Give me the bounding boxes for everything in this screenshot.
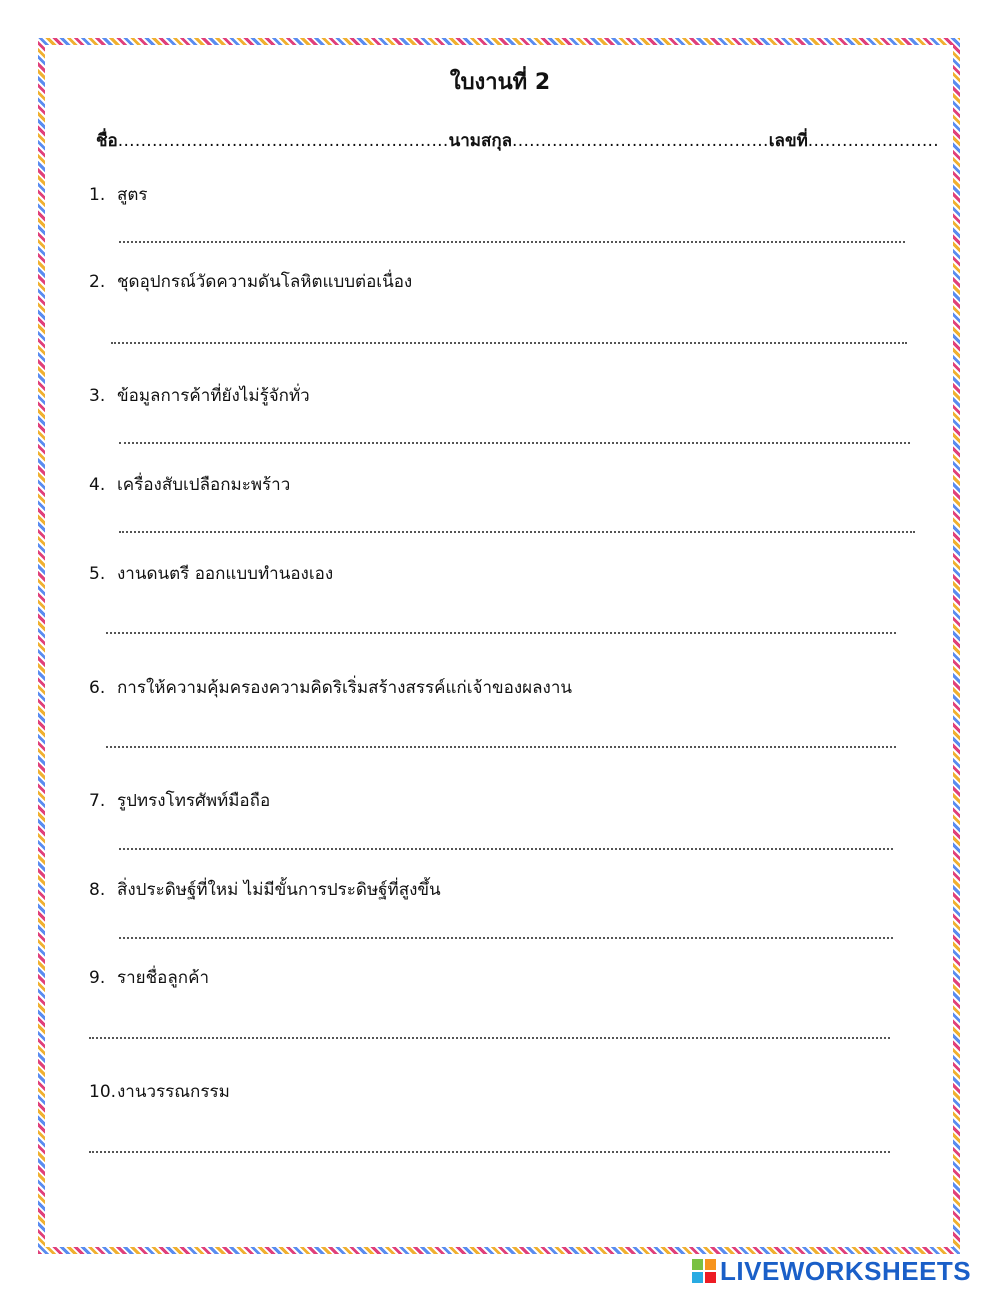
answer-line-6[interactable]	[106, 746, 896, 748]
answer-line-8[interactable]	[119, 937, 893, 939]
logo-square-2	[705, 1259, 716, 1270]
question-text: เครื่องสับเปลือกมะพร้าว	[117, 475, 291, 495]
student-info-line	[96, 127, 939, 154]
answer-line-1[interactable]	[119, 241, 905, 243]
logo-square-1	[692, 1259, 703, 1270]
name-blank[interactable]: ..........................................................	[117, 131, 449, 151]
answer-line-5[interactable]	[106, 632, 896, 634]
logo-text: LIVEWORKSHEETS	[720, 1255, 972, 1286]
question-text: ข้อมูลการค้าที่ยังไม่รู้จักทั่ว	[117, 386, 310, 406]
question-1: 1. สูตร	[89, 185, 148, 205]
question-8: 8. สิ่งประดิษฐ์ที่ใหม่ ไม่มีขั้นการประดิษฐ์ที่สูงขึ้น	[89, 880, 441, 900]
question-text: รายชื่อลูกค้า	[117, 968, 210, 988]
answer-line-2[interactable]	[111, 342, 907, 344]
liveworksheets-logo	[692, 1257, 971, 1285]
question-text: รูปทรงโทรศัพท์มือถือ	[117, 791, 271, 811]
logo-square-4	[705, 1272, 716, 1283]
worksheet-title: ใบงานที่ 2	[449, 70, 551, 95]
logo-square-3	[692, 1272, 703, 1283]
answer-line-7[interactable]	[119, 848, 893, 850]
surname-label: นามสกุล	[448, 131, 513, 151]
answer-line-3[interactable]	[119, 442, 910, 444]
answer-line-9[interactable]	[89, 1037, 890, 1039]
question-7: 7. รูปทรงโทรศัพท์มือถือ	[89, 791, 271, 811]
question-2: 2. ชุดอุปกรณ์วัดความดันโลหิตแบบต่อเนื่อง	[89, 272, 413, 292]
question-text: งานดนตรี ออกแบบทำนองเอง	[117, 564, 334, 584]
surname-blank[interactable]: .............................................	[512, 131, 769, 151]
number-label: เลขที่	[768, 131, 808, 151]
number-blank[interactable]: .......................	[807, 131, 939, 151]
question-6: 6. การให้ความคุ้มครองความคิดริเริ่มสร้างสรรค์แก่เจ้าของผลงาน	[89, 678, 573, 698]
question-9: 9. รายชื่อลูกค้า	[89, 968, 210, 988]
name-label: ชื่อ	[96, 131, 118, 151]
question-3: 3. ข้อมูลการค้าที่ยังไม่รู้จักทั่ว	[89, 386, 310, 406]
question-text: สิ่งประดิษฐ์ที่ใหม่ ไม่มีขั้นการประดิษฐ์ที่สูงขึ้น	[117, 880, 441, 900]
question-4: 4. เครื่องสับเปลือกมะพร้าว	[89, 475, 291, 495]
question-5: 5. งานดนตรี ออกแบบทำนองเอง	[89, 564, 334, 584]
question-text: งานวรรณกรรม	[117, 1082, 230, 1102]
page-border	[38, 38, 960, 1254]
question-10: 10.งานวรรณกรรม	[89, 1082, 230, 1102]
answer-line-10[interactable]	[89, 1151, 890, 1153]
answer-line-4[interactable]	[119, 531, 915, 533]
question-text: ชุดอุปกรณ์วัดความดันโลหิตแบบต่อเนื่อง	[117, 272, 413, 292]
question-text: การให้ความคุ้มครองความคิดริเริ่มสร้างสรรค์แก่เจ้าของผลงาน	[117, 678, 573, 698]
liveworksheets-logo-icon	[692, 1259, 716, 1283]
question-text: สูตร	[117, 185, 148, 205]
